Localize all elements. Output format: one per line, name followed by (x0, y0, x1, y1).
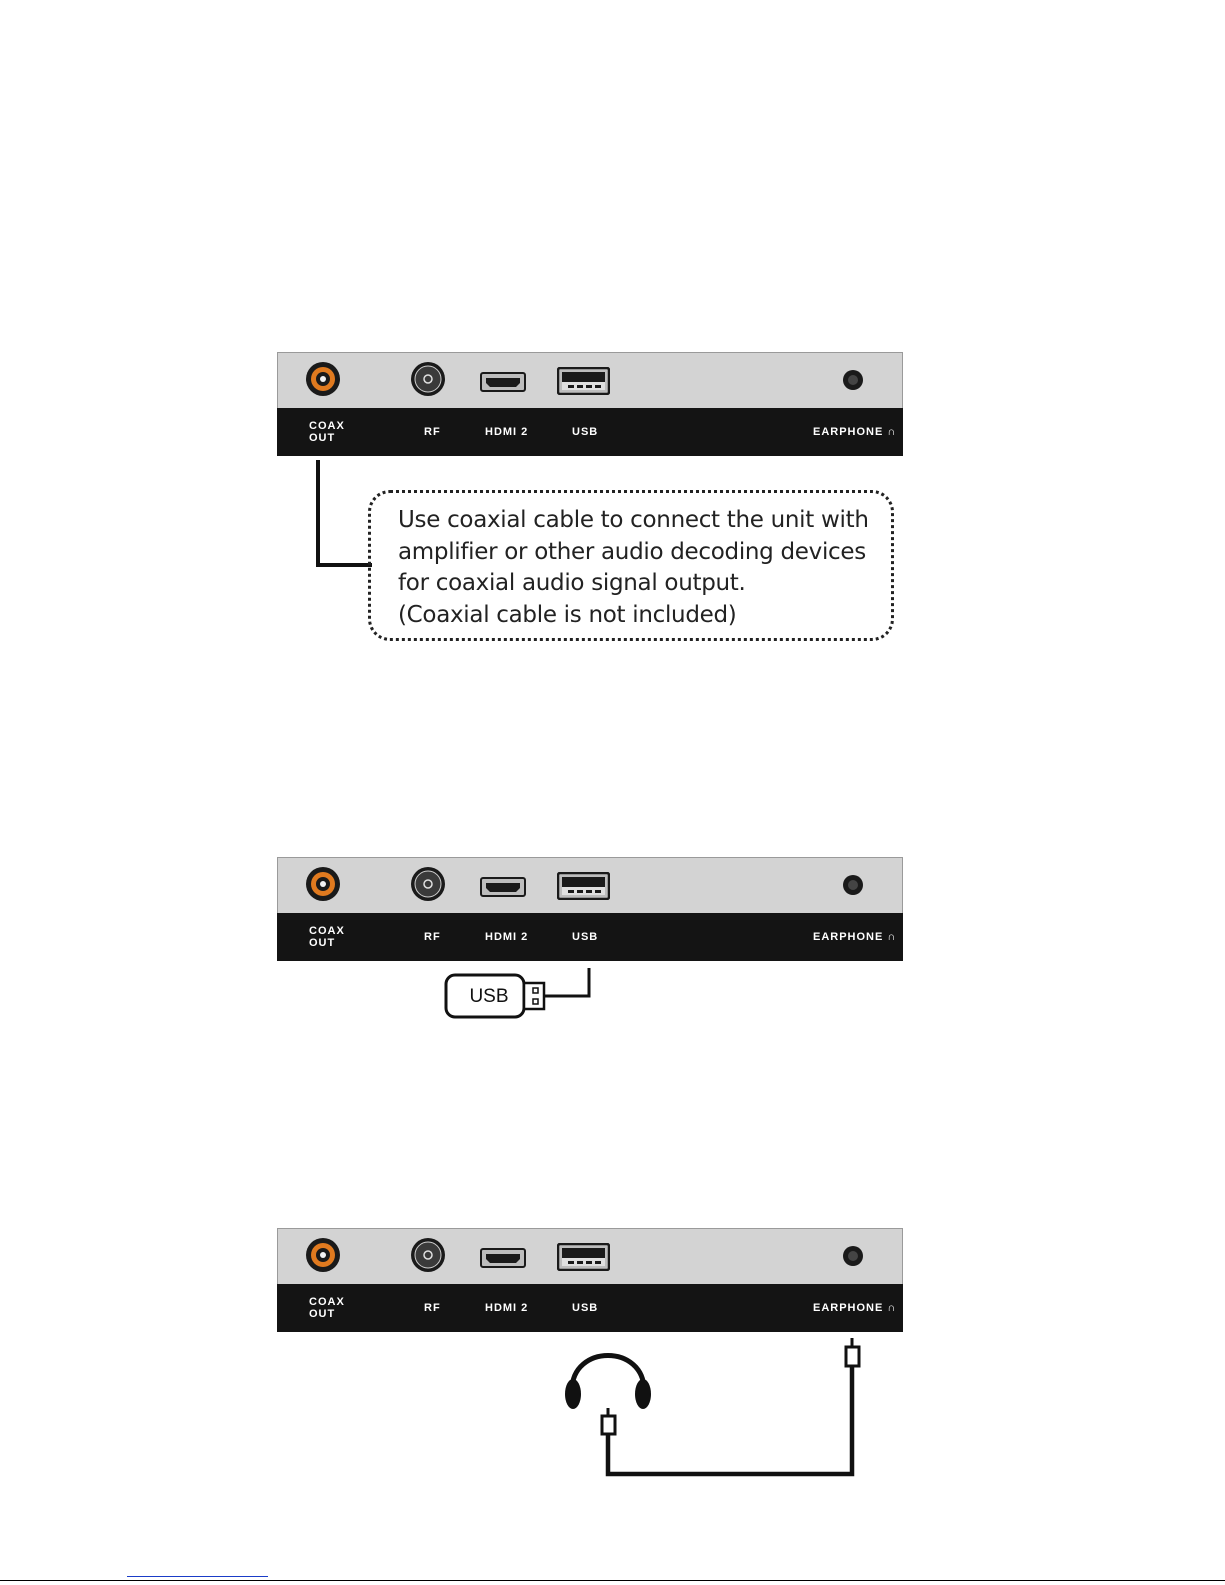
coax-label-line1: COAX (309, 420, 345, 432)
earphone-label: EARPHONE ∩ (813, 1302, 897, 1314)
connector-panel-earphone (277, 1228, 903, 1332)
rf-jack-icon (410, 361, 446, 397)
earphone-jack-icon (842, 1245, 864, 1267)
coax-jack-icon (305, 1237, 341, 1273)
callout-line: Use coaxial cable to connect the unit with (398, 507, 869, 533)
hdmi-label: HDMI 2 (485, 1302, 529, 1314)
hdmi-port-icon (480, 1248, 526, 1268)
coax-connector-line (310, 460, 374, 570)
usb-port-icon (557, 367, 610, 395)
coax-label-line2: OUT (309, 1308, 336, 1320)
callout-line: amplifier or other audio decoding devices (398, 538, 866, 565)
earphone-jack-icon (842, 369, 864, 391)
coax-out-label (309, 420, 345, 444)
coax-callout-box (368, 490, 894, 641)
hdmi-port-icon (480, 372, 526, 392)
usb-label: USB (572, 931, 599, 943)
usb-port-icon (557, 872, 610, 900)
footer-link-underline (127, 1576, 268, 1577)
rf-label: RF (424, 1302, 441, 1314)
hdmi-label: HDMI 2 (485, 931, 529, 943)
coax-label-line1: COAX (309, 1296, 345, 1308)
callout-line: for coaxial audio signal output. (398, 570, 746, 596)
headphones-icon (560, 1338, 870, 1478)
earphone-label: EARPHONE ∩ (813, 931, 897, 943)
earphone-jack-icon (842, 874, 864, 896)
rf-jack-icon (410, 1237, 446, 1273)
coax-jack-icon (305, 361, 341, 397)
usb-label: USB (572, 1302, 599, 1314)
earphone-label: EARPHONE ∩ (813, 426, 897, 438)
rf-label: RF (424, 426, 441, 438)
connector-panel-usb (277, 857, 903, 961)
footer-rule (0, 1580, 1225, 1581)
coax-out-label (309, 1296, 345, 1320)
coax-out-label (309, 925, 345, 949)
hdmi-port-icon (480, 877, 526, 897)
hdmi-label: HDMI 2 (485, 426, 529, 438)
callout-line: (Coaxial cable is not included) (398, 601, 737, 628)
coax-jack-icon (305, 866, 341, 902)
coax-label-line1: COAX (309, 925, 345, 937)
coax-label-line2: OUT (309, 937, 336, 949)
usb-port-icon (557, 1243, 610, 1271)
coax-label-line2: OUT (309, 432, 336, 444)
connector-panel-coax (277, 352, 903, 456)
usb-label: USB (572, 426, 599, 438)
rf-jack-icon (410, 866, 446, 902)
rf-label: RF (424, 931, 441, 943)
usb-stick-label: USB (469, 986, 509, 1007)
